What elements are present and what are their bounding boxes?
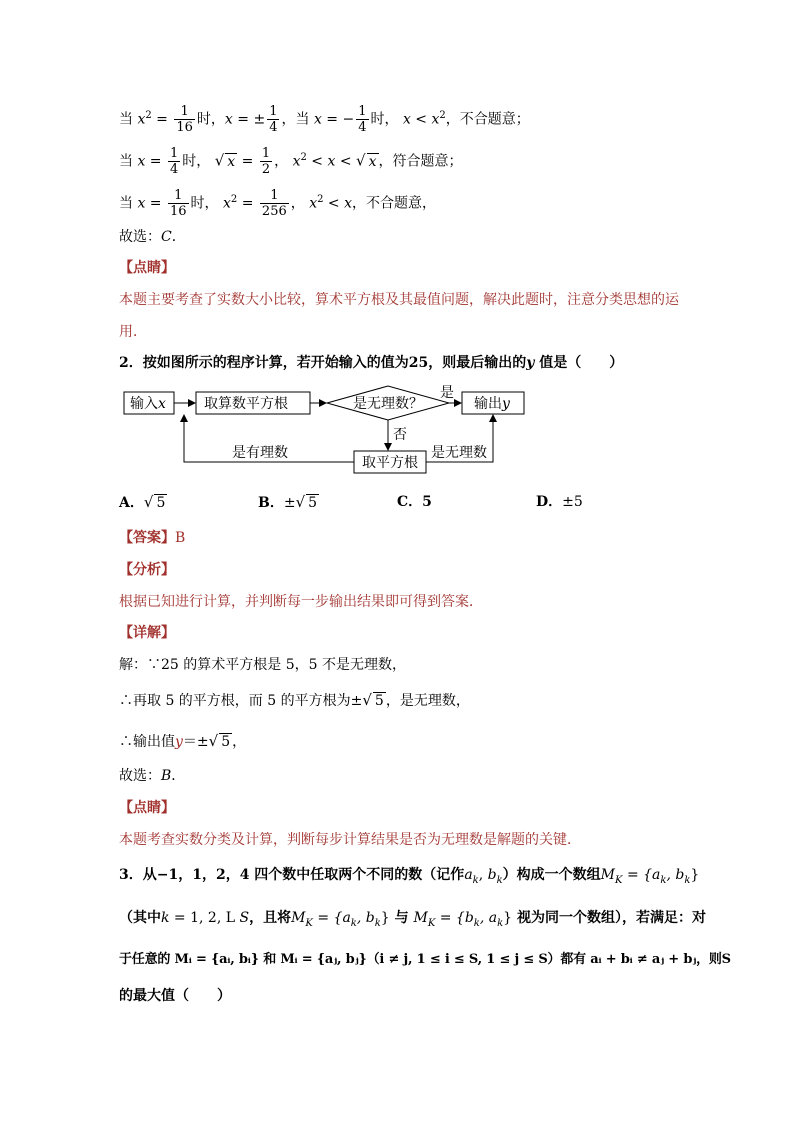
- text: }: [503, 910, 513, 926]
- fraction: $\frac{1}{4}$: [358, 104, 367, 135]
- subscript: k: [496, 874, 503, 886]
- text: 故选：: [119, 768, 161, 784]
- fraction: $\frac{1}{4}$: [170, 146, 179, 177]
- text: ．: [171, 229, 186, 245]
- var: M: [291, 910, 306, 926]
- q2-detail-line-1: 解：∵25 的算术平方根是 5，5 不是无理数，: [119, 657, 406, 673]
- q2-option-c[interactable]: [397, 492, 432, 512]
- text: =: [151, 111, 173, 128]
- radicand: 5: [308, 495, 318, 511]
- radical-sign: √: [143, 493, 154, 511]
- fraction: $\frac{1}{2}$: [261, 146, 271, 177]
- answer-letter: B: [161, 768, 172, 784]
- text: }: [380, 910, 390, 926]
- text: ，当: [281, 111, 314, 128]
- q1-line-3: [119, 188, 436, 219]
- option-label: D．: [536, 494, 563, 510]
- text: <: [410, 111, 432, 128]
- text: 时，: [182, 153, 215, 170]
- var: x: [137, 153, 146, 170]
- text: 当: [119, 111, 138, 128]
- text: ，不合题意；: [445, 111, 530, 128]
- text: 视为同一个数组），若满足：对: [512, 910, 706, 926]
- exp: 2: [230, 193, 238, 205]
- var: x: [431, 111, 440, 128]
- option-value: 5: [422, 494, 432, 510]
- radicand: 5: [221, 734, 231, 750]
- subscript: K: [427, 917, 436, 929]
- q1-line-2: [119, 146, 463, 177]
- subscript: K: [305, 917, 313, 929]
- exp: 2: [300, 151, 307, 163]
- text: = {a: [312, 910, 351, 926]
- flow-output-label: 输出y: [474, 396, 510, 412]
- text: <: [323, 195, 345, 212]
- radicand: x: [227, 153, 236, 170]
- q2-answer: [119, 528, 185, 548]
- text: ，且将: [249, 910, 292, 926]
- text: = {a: [622, 867, 661, 883]
- answer-value: B: [175, 530, 186, 546]
- text: = 1, 2, L: [169, 910, 240, 926]
- q1-line-1: [119, 104, 530, 135]
- exp: 2: [439, 109, 446, 121]
- text: = ±: [232, 111, 266, 128]
- text: =: [145, 153, 166, 170]
- var: x: [224, 111, 233, 128]
- q2-comment-text: 本题考查实数分类及计算，判断每步计算结果是否为无理数是解题的关键．: [119, 832, 581, 848]
- option-label: C．: [397, 494, 423, 510]
- var: x: [327, 153, 336, 170]
- q1-choose: [119, 227, 186, 247]
- var: x: [344, 195, 353, 212]
- q2-option-b[interactable]: [258, 492, 319, 513]
- text: 时，: [370, 111, 403, 128]
- exp: 2: [317, 193, 324, 205]
- radical-sign: √: [214, 151, 225, 170]
- subscript: k: [684, 874, 691, 886]
- flow-rational-label: 是有理数: [232, 445, 288, 461]
- subscript: k: [660, 874, 667, 886]
- text: =: [237, 153, 258, 170]
- text: <: [335, 153, 357, 170]
- flow-input-label: 输入x: [130, 396, 166, 412]
- q2-option-d[interactable]: [536, 492, 583, 512]
- var: k: [161, 910, 170, 926]
- q2-analysis-text: 根据已知进行计算，并判断每一步输出结果即可得到答案．: [119, 594, 483, 610]
- var: M: [413, 910, 428, 926]
- flow-decision-label: 是无理数？: [353, 396, 423, 412]
- flow-sqrt-label: 取平方根: [362, 455, 418, 471]
- subscript: K: [615, 874, 623, 886]
- flowchart: [120, 382, 540, 478]
- q2-choose: [119, 766, 185, 786]
- text: 2．按如图所示的程序计算，若开始输入的值为25，则最后输出的: [119, 355, 527, 371]
- text: 值是（ ）: [534, 355, 624, 371]
- var: y: [175, 734, 183, 750]
- text: 当: [119, 195, 138, 212]
- var: x: [313, 111, 322, 128]
- q3-line-3: 于任意的 Mᵢ = {aᵢ, bᵢ} 和 Mᵢ = {aⱼ, bⱼ}（i ≠ j, 1 ≤ i ≤ S, 1 ≤ j ≤ S）都有 aᵢ + bᵢ ≠ aⱼ + bⱼ，则S: [119, 952, 731, 967]
- fraction: $\frac{1}{16}$: [170, 188, 187, 219]
- text: 3．从−1，1，2，4 四个数中任取两个不同的数（记作: [119, 867, 465, 883]
- text: ∴输出值: [119, 734, 175, 750]
- text: }: [690, 867, 700, 883]
- radical-sign: √: [362, 691, 372, 709]
- q1-comment-heading: 【点睛】: [119, 260, 175, 276]
- q2-analysis-heading: 【分析】: [119, 562, 175, 578]
- text: = {b: [435, 910, 474, 926]
- option-label: B．: [258, 495, 284, 511]
- var: x: [402, 111, 411, 128]
- text: 时，: [196, 111, 225, 128]
- radicand: x: [368, 153, 377, 170]
- q2-detail-line-2: [119, 690, 470, 711]
- q3-line-2: [119, 908, 706, 934]
- q2-option-a[interactable]: [119, 492, 167, 513]
- subscript: k: [374, 917, 381, 929]
- option-value: ±5: [562, 494, 583, 510]
- q3-line-4: 的最大值（ ）: [119, 988, 231, 1004]
- text: ，: [232, 734, 247, 750]
- text: ，: [290, 195, 310, 212]
- q3-line-1: [119, 865, 699, 891]
- text: 当: [119, 153, 138, 170]
- text: =: [237, 195, 258, 212]
- var: a: [464, 867, 473, 883]
- var: x: [137, 195, 146, 212]
- plus-minus: ±: [283, 495, 296, 511]
- text: ,: [478, 867, 488, 883]
- subscript: k: [472, 874, 479, 886]
- text: ）构成一个数组: [502, 867, 601, 883]
- text: 与: [389, 910, 414, 926]
- answer-letter: C: [161, 229, 172, 245]
- radical-sign: √: [208, 732, 219, 750]
- radical-sign: √: [356, 151, 366, 170]
- text: ，是无理数，: [385, 693, 470, 709]
- fraction: $\frac{1}{256}$: [261, 188, 287, 219]
- flow-yes-label: 是: [440, 385, 454, 401]
- text: ，: [274, 153, 293, 170]
- q2-detail-line-3: [119, 731, 246, 752]
- text: , b: [356, 910, 375, 926]
- radical-sign: √: [295, 493, 306, 511]
- text: ．: [171, 768, 186, 784]
- var: M: [600, 867, 616, 883]
- var: x: [137, 111, 146, 128]
- text: =: [145, 195, 166, 212]
- var: y: [526, 355, 535, 371]
- text: 故选：: [119, 229, 161, 245]
- fraction: $\frac{1}{4}$: [269, 104, 278, 135]
- var: x: [309, 195, 318, 212]
- flow-irrational-label: 是无理数: [431, 445, 487, 461]
- text: （其中: [119, 910, 161, 926]
- q2-detail-heading: 【详解】: [119, 625, 175, 641]
- exp: 2: [145, 109, 152, 121]
- var: S: [239, 910, 250, 926]
- fraction: $\frac{1}{16}$: [176, 104, 193, 135]
- text: 时，: [190, 195, 223, 212]
- text: ∴再取 5 的平方根，而 5 的平方根为±: [119, 693, 363, 709]
- text: ，不合题意，: [352, 195, 437, 212]
- q2-stem: [119, 353, 623, 373]
- var: x: [223, 195, 231, 212]
- text: <: [306, 153, 328, 170]
- subscript: k: [350, 917, 357, 929]
- q2-comment-heading: 【点睛】: [119, 800, 175, 816]
- q1-comment-line-1: 本题主要考查了实数大小比较，算术平方根及其最值问题，解决此题时，注意分类思想的运: [119, 292, 679, 308]
- subscript: k: [473, 917, 480, 929]
- answer-heading: 【答案】: [119, 530, 175, 546]
- option-label: A．: [119, 495, 144, 511]
- q1-comment-line-2: 用．: [119, 324, 147, 340]
- var: x: [292, 153, 301, 170]
- var: b: [487, 867, 497, 883]
- text: ，符合题意；: [378, 153, 463, 170]
- subscript: k: [497, 917, 504, 929]
- text: = −: [321, 111, 355, 128]
- text: , b: [666, 867, 685, 883]
- radicand: 5: [374, 693, 384, 709]
- text: , a: [479, 910, 498, 926]
- flow-process-label: 取算数平方根: [204, 396, 288, 412]
- flow-no-label: 否: [393, 427, 407, 443]
- radicand: 5: [156, 495, 166, 511]
- text: ＝±: [182, 734, 209, 750]
